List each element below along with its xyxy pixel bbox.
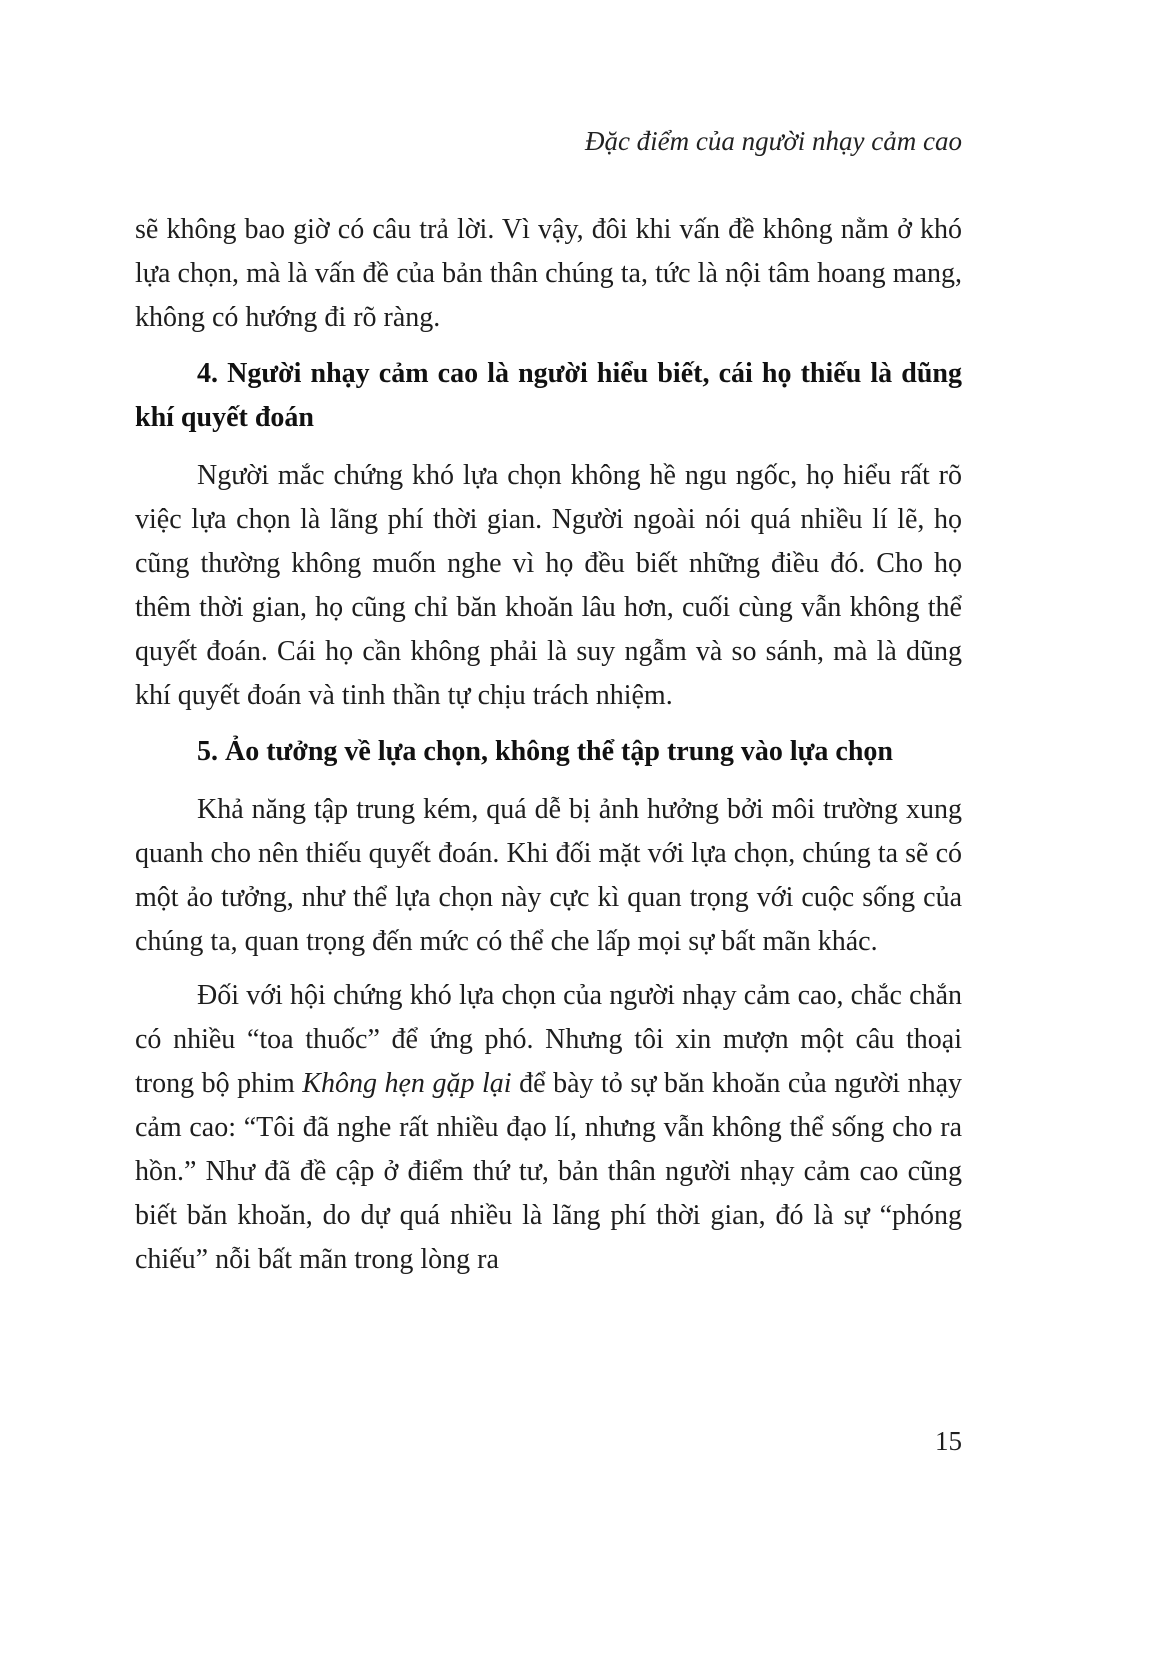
paragraph-continuation: sẽ không bao giờ có câu trả lời. Vì vậy, đôi khi vấn đề không nằm ở khó lựa chọn, mà là vấn đề của bản thân chúng ta, tức là nội tâm hoang mang, không có hướng đi rõ ràng. [135, 214, 962, 333]
paragraph-section-4: Người mắc chứng khó lựa chọn không hề ngu ngốc, họ hiểu rất rõ việc lựa chọn là lãng phí thời gian. Người ngoài nói quá nhiều lí lẽ, họ cũng thường không muốn nghe vì họ đều biết những điều đó. Cho họ thêm thời gian, họ cũng chỉ băn khoăn lâu hơn, cuối cùng vẫn không thể quyết đoán. Cái họ cần không phải là suy ngẫm và so sánh, mà là dũng khí quyết đoán và tinh thần tự chịu trách nhiệm. [135, 460, 962, 711]
movie-title: Không hẹn gặp lại [302, 1068, 512, 1099]
section-heading-4: 4. Người nhạy cảm cao là người hiểu biết, cái họ thiếu là dũng khí quyết đoán [135, 358, 962, 433]
paragraph-with-movie-title [135, 974, 962, 1282]
paragraph-text-after-title: để bày tỏ sự băn khoăn của người nhạy cảm cao: “Tôi đã nghe rất nhiều đạo lí, nhưng vẫn không thể sống cho ra hồn.” Như đã đề cập ở điểm thứ tư, bản thân người nhạy cảm cao cũng biết băn khoăn, do dự quá nhiều là lãng phí thời gian, đó là sự “phóng chiếu” nỗi bất mãn trong lòng ra [135, 1068, 962, 1275]
page-number: 15 [935, 1426, 962, 1456]
section-heading-5: 5. Ảo tưởng về lựa chọn, không thể tập trung vào lựa chọn [197, 736, 893, 767]
running-header: Đặc điểm của người nhạy cảm cao [584, 126, 962, 156]
paragraph-text-before-title: Đối với hội chứng khó lựa chọn của người nhạy cảm cao, chắc chắn có nhiều “toa thuốc” để ứng phó. Nhưng tôi xin mượn một câu thoại trong bộ phim [135, 980, 962, 1099]
paragraph-section-5: Khả năng tập trung kém, quá dễ bị ảnh hưởng bởi môi trường xung quanh cho nên thiếu quyết đoán. Khi đối mặt với lựa chọn, chúng ta sẽ có một ảo tưởng, như thể lựa chọn này cực kì quan trọng với cuộc sống của chúng ta, quan trọng đến mức có thể che lấp mọi sự bất mãn khác. [135, 794, 962, 957]
